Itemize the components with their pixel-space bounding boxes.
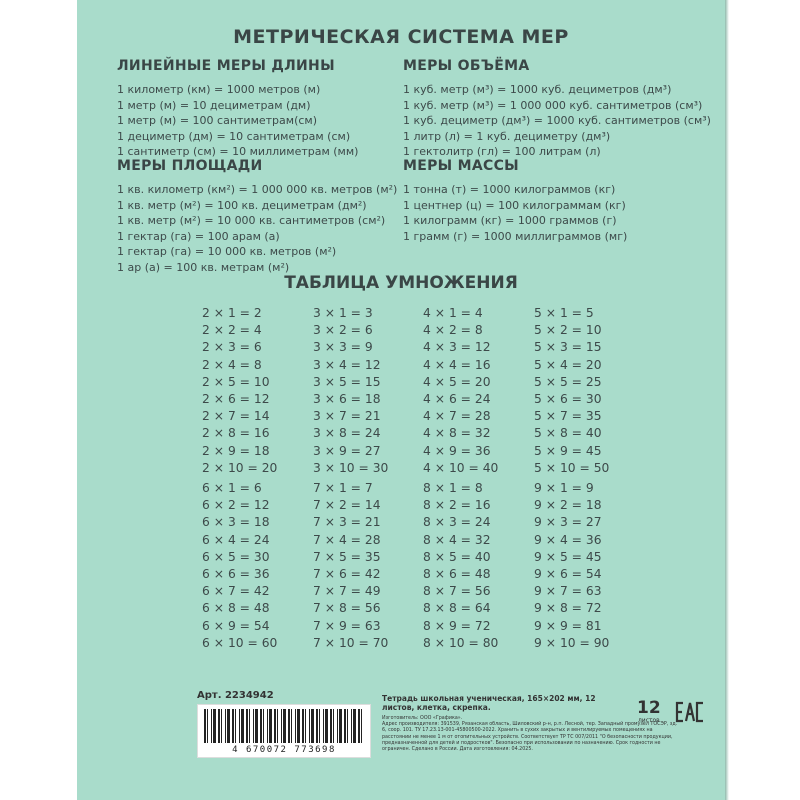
multiplication-row: 7 × 1 = 7 <box>313 481 373 495</box>
multiplication-row: 2 × 9 = 18 <box>202 443 270 458</box>
multiplication-row: 9 × 1 = 9 <box>534 481 594 495</box>
multiplication-column <box>534 305 624 477</box>
section-title: МЕРЫ ОБЪЁМА <box>403 58 530 74</box>
multiplication-row: 6 × 6 = 36 <box>202 567 270 582</box>
multiplication-row: 2 × 8 = 16 <box>202 426 270 441</box>
multiplication-row: 8 × 1 = 8 <box>423 481 483 495</box>
multiplication-row: 4 × 5 = 20 <box>423 374 491 389</box>
multiplication-column <box>313 480 403 652</box>
multiplication-row: 8 × 9 = 72 <box>423 618 491 633</box>
multiplication-row: 7 × 2 = 14 <box>313 498 381 513</box>
multiplication-row: 6 × 5 = 30 <box>202 549 270 564</box>
multiplication-row: 7 × 5 = 35 <box>313 549 381 564</box>
multiplication-row: 3 × 6 = 18 <box>313 392 381 407</box>
multiplication-row: 2 × 2 = 4 <box>202 323 262 338</box>
multiplication-row: 4 × 2 = 8 <box>423 323 483 338</box>
multiplication-row: 9 × 4 = 36 <box>534 532 602 547</box>
measure-line: 1 сантиметр (см) = 10 миллиметрам (мм) <box>117 145 359 159</box>
page-title: МЕТРИЧЕСКАЯ СИСТЕМА МЕР <box>233 26 569 48</box>
multiplication-column <box>202 305 292 477</box>
section-length <box>117 58 358 160</box>
multiplication-row: 8 × 7 = 56 <box>423 584 491 599</box>
multiplication-row: 9 × 7 = 63 <box>534 584 602 599</box>
multiplication-row: 7 × 4 = 28 <box>313 532 381 547</box>
multiplication-row: 7 × 9 = 63 <box>313 618 381 633</box>
multiplication-row: 8 × 6 = 48 <box>423 567 491 582</box>
measure-line: 1 грамм (г) = 1000 миллиграммов (мг) <box>403 229 628 243</box>
section-area <box>117 158 397 276</box>
measure-line: 1 куб. метр (м³) = 1 000 000 куб. сантиметров (см³) <box>403 98 703 112</box>
page-edge <box>725 0 729 800</box>
multiplication-row: 9 × 8 = 72 <box>534 601 602 616</box>
multiplication-column <box>313 305 403 477</box>
multiplication-row: 4 × 8 = 32 <box>423 426 491 441</box>
multiplication-row: 3 × 2 = 6 <box>313 323 373 338</box>
multiplication-row: 6 × 1 = 6 <box>202 481 262 495</box>
measure-line: 1 кв. метр (м²) = 100 кв. дециметрам (дм²) <box>117 198 367 212</box>
multiplication-row: 8 × 5 = 40 <box>423 549 491 564</box>
multiplication-row: 8 × 2 = 16 <box>423 498 491 513</box>
multiplication-row: 2 × 1 = 2 <box>202 306 262 320</box>
measure-line: 1 ар (а) = 100 кв. метрам (м²) <box>117 260 290 274</box>
multiplication-row: 4 × 3 = 12 <box>423 340 491 355</box>
section-mass <box>403 158 627 244</box>
multiplication-row: 8 × 4 = 32 <box>423 532 491 547</box>
multiplication-row: 5 × 4 = 20 <box>534 357 602 372</box>
eac-mark-icon <box>675 700 705 724</box>
multiplication-row: 8 × 3 = 24 <box>423 515 491 530</box>
multiplication-row: 2 × 3 = 6 <box>202 340 262 355</box>
barcode-number: 4 670072 773698 <box>232 745 336 755</box>
measure-line: 1 гектолитр (гл) = 100 литрам (л) <box>403 145 601 159</box>
section-title: МЕРЫ ПЛОЩАДИ <box>117 158 263 174</box>
multiplication-row: 7 × 6 = 42 <box>313 567 381 582</box>
multiplication-column <box>423 480 513 652</box>
multiplication-column <box>423 305 513 477</box>
measure-line: 1 километр (км) = 1000 метров (м) <box>117 83 321 96</box>
multiplication-row: 6 × 8 = 48 <box>202 601 270 616</box>
multiplication-row: 5 × 10 = 50 <box>534 460 610 475</box>
multiplication-row: 9 × 9 = 81 <box>534 618 602 633</box>
section-lines <box>117 182 397 276</box>
multiplication-row: 4 × 10 = 40 <box>423 460 499 475</box>
measure-line: 1 гектар (га) = 10 000 кв. метров (м²) <box>117 245 337 259</box>
multiplication-row: 6 × 10 = 60 <box>202 635 278 650</box>
measure-line: 1 кв. метр (м²) = 10 000 кв. сантиметров (см²) <box>117 214 386 228</box>
measure-line: 1 куб. метр (м³) = 1000 куб. дециметров (дм³) <box>403 83 672 96</box>
multiplication-row: 5 × 9 = 45 <box>534 443 602 458</box>
sheet-count <box>637 700 661 724</box>
multiplication-row: 6 × 7 = 42 <box>202 584 270 599</box>
multiplication-row: 4 × 9 = 36 <box>423 443 491 458</box>
multiplication-row: 2 × 7 = 14 <box>202 409 270 424</box>
sheet-count-label: листов <box>637 717 660 724</box>
multiplication-row: 9 × 6 = 54 <box>534 567 602 582</box>
footer <box>197 690 687 770</box>
multiplication-row: 6 × 4 = 24 <box>202 532 270 547</box>
multiplication-row: 2 × 4 = 8 <box>202 357 262 372</box>
product-description: Тетрадь школьная ученическая, 165×202 мм, 12 листов, клетка, скрепка. <box>382 694 596 712</box>
notebook-cover <box>77 0 725 800</box>
multiplication-row: 5 × 8 = 40 <box>534 426 602 441</box>
multiplication-row: 3 × 1 = 3 <box>313 306 373 320</box>
multiplication-row: 2 × 6 = 12 <box>202 392 270 407</box>
multiplication-row: 3 × 8 = 24 <box>313 426 381 441</box>
multiplication-row: 6 × 9 = 54 <box>202 618 270 633</box>
barcode <box>197 704 371 758</box>
multiplication-title: ТАБЛИЦА УМНОЖЕНИЯ <box>284 273 518 293</box>
multiplication-row: 9 × 2 = 18 <box>534 498 602 513</box>
section-title: МЕРЫ МАССЫ <box>403 158 519 174</box>
multiplication-row: 3 × 9 = 27 <box>313 443 381 458</box>
measure-line: 1 килограмм (кг) = 1000 граммов (г) <box>403 214 617 228</box>
multiplication-row: 4 × 7 = 28 <box>423 409 491 424</box>
multiplication-row: 5 × 6 = 30 <box>534 392 602 407</box>
manufacturer-details: Адрес производителя: 391539, Рязанская область, Шиловский р-н, р.п. Лесной, тер. Западный промузел ТОСЭР, зд. 6, соор. 101. ТУ 17.23.13-001-45800500-2022. Хранить в сухих закрытых и вентилируемых помещениях на расстоянии не менее 1 м от отопительных устройств. Соответствует ТР ТС 007/2011 "О безопасности продукции, предназначенной для детей и подростков". Безопасно при использовании по назначению. Срок годности не ограничен. Сделано в России. Дата изготовления: 04.2025. <box>382 722 678 753</box>
multiplication-row: 9 × 5 = 45 <box>534 549 602 564</box>
multiplication-row: 9 × 3 = 27 <box>534 515 602 530</box>
multiplication-row: 4 × 1 = 4 <box>423 306 483 320</box>
multiplication-row: 5 × 5 = 25 <box>534 374 602 389</box>
multiplication-row: 3 × 3 = 9 <box>313 340 373 355</box>
multiplication-row: 3 × 4 = 12 <box>313 357 381 372</box>
multiplication-row: 8 × 10 = 80 <box>423 635 499 650</box>
measure-line: 1 метр (м) = 100 сантиметрам(см) <box>117 114 317 128</box>
measure-line: 1 метр (м) = 10 дециметрам (дм) <box>117 98 311 112</box>
multiplication-row: 4 × 4 = 16 <box>423 357 491 372</box>
section-lines <box>403 82 711 160</box>
section-lines <box>117 82 358 160</box>
multiplication-row: 6 × 2 = 12 <box>202 498 270 513</box>
multiplication-row: 4 × 6 = 24 <box>423 392 491 407</box>
multiplication-column <box>202 480 292 652</box>
multiplication-row: 7 × 10 = 70 <box>313 635 389 650</box>
multiplication-row: 7 × 7 = 49 <box>313 584 381 599</box>
multiplication-row: 3 × 10 = 30 <box>313 460 389 475</box>
multiplication-row: 6 × 3 = 18 <box>202 515 270 530</box>
section-title: ЛИНЕЙНЫЕ МЕРЫ ДЛИНЫ <box>117 58 335 74</box>
multiplication-row: 3 × 7 = 21 <box>313 409 381 424</box>
measure-line: 1 тонна (т) = 1000 килограммов (кг) <box>403 183 616 196</box>
sheet-count-number: 12 <box>637 698 661 718</box>
manufacturer: Изготовитель: ООО «Графика». <box>382 716 463 721</box>
section-volume <box>403 58 711 160</box>
multiplication-row: 2 × 10 = 20 <box>202 460 278 475</box>
section-lines <box>403 182 627 244</box>
measure-line: 1 куб. дециметр (дм³) = 1000 куб. сантиметров (см³) <box>403 114 711 128</box>
multiplication-row: 7 × 3 = 21 <box>313 515 381 530</box>
measure-line: 1 литр (л) = 1 куб. дециметру (дм³) <box>403 129 611 143</box>
article-number: Арт. 2234942 <box>197 690 274 701</box>
multiplication-row: 3 × 5 = 15 <box>313 374 381 389</box>
multiplication-row: 9 × 10 = 90 <box>534 635 610 650</box>
measure-line: 1 гектар (га) = 100 арам (а) <box>117 229 280 243</box>
measure-line: 1 центнер (ц) = 100 килограммам (кг) <box>403 198 626 212</box>
multiplication-row: 5 × 7 = 35 <box>534 409 602 424</box>
measure-line: 1 дециметр (дм) = 10 сантиметрам (см) <box>117 129 351 143</box>
measure-line: 1 кв. километр (км²) = 1 000 000 кв. метров (м²) <box>117 183 398 196</box>
multiplication-row: 7 × 8 = 56 <box>313 601 381 616</box>
multiplication-column <box>534 480 624 652</box>
multiplication-row: 8 × 8 = 64 <box>423 601 491 616</box>
multiplication-row: 5 × 2 = 10 <box>534 323 602 338</box>
barcode-bars <box>204 709 364 743</box>
multiplication-row: 5 × 3 = 15 <box>534 340 602 355</box>
multiplication-row: 2 × 5 = 10 <box>202 374 270 389</box>
multiplication-row: 5 × 1 = 5 <box>534 306 594 320</box>
